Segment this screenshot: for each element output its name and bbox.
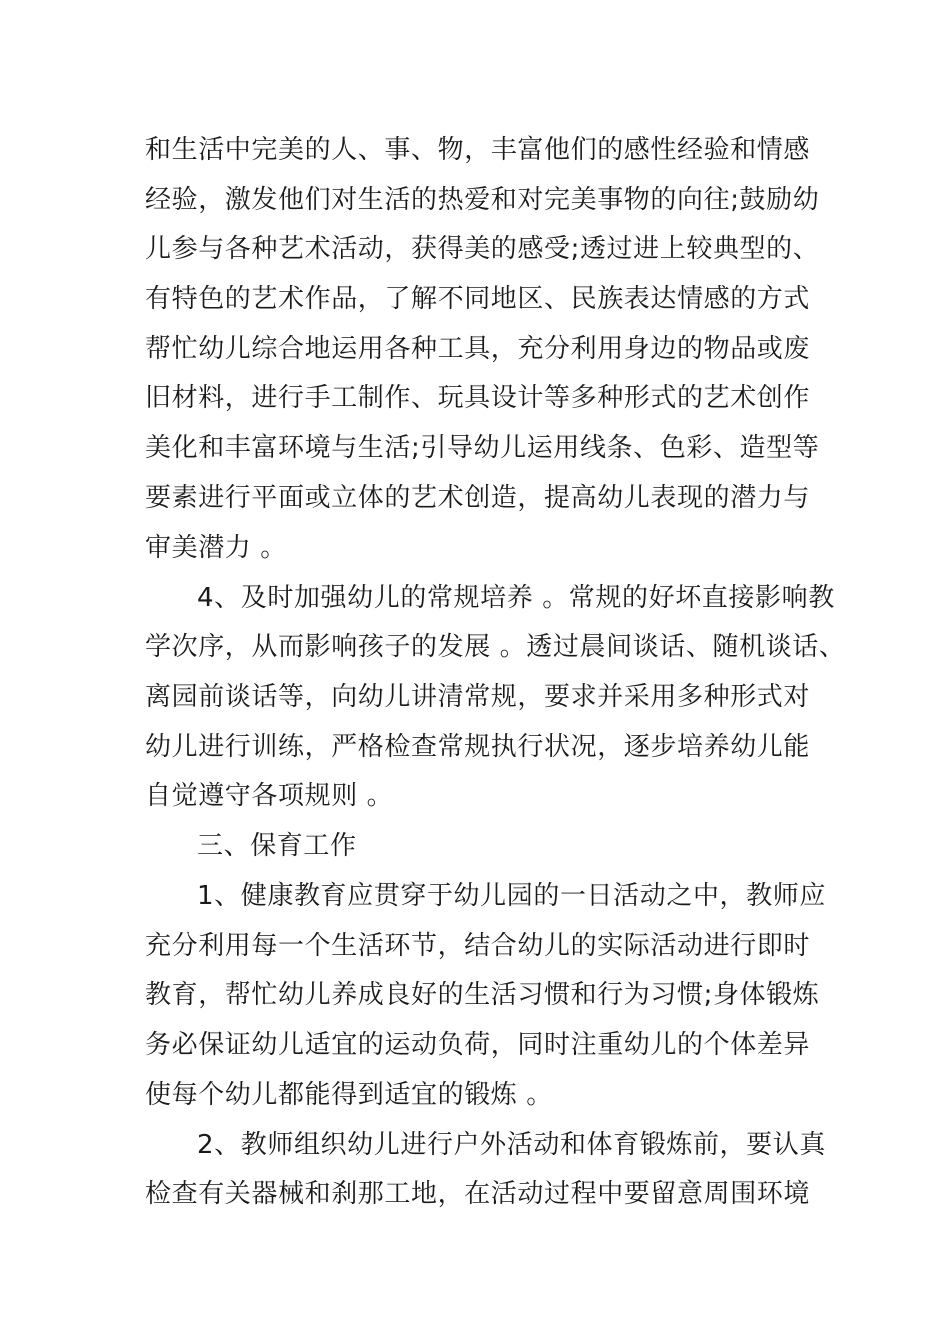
text-line: 务必保证幼儿适宜的运动负荷，同时注重幼儿的个体差异 [145, 1030, 811, 1060]
section-heading: 三、保育工作 [197, 831, 357, 861]
text-line: 儿参与各种艺术活动，获得美的感受;透过进上较典型的、 [145, 234, 820, 264]
text-line: 要素进行平面或立体的艺术创造，提高幼儿表现的潜力与 [145, 483, 811, 513]
text-line: 美化和丰富环境与生活;引导幼儿运用线条、色彩、造型等 [145, 433, 820, 463]
text-line: 经验，激发他们对生活的热爱和对完美事物的向往;鼓励幼 [145, 185, 820, 215]
paragraph-start-line: 4、及时加强幼儿的常规培养 。常规的好坏直接影响教 [197, 583, 835, 613]
text-line: 审美潜力 。 [145, 533, 287, 563]
text-line: 帮忙幼儿综合地运用各种工具，充分利用身边的物品或废 [145, 334, 811, 364]
paragraph-start-line: 2、教师组织幼儿进行户外活动和体育锻炼前，要认真 [197, 1130, 826, 1160]
text-line: 学次序，从而影响孩子的发展 。透过晨间谈话、随机谈话、 [145, 632, 846, 662]
text-line: 和生活中完美的人、事、物，丰富他们的感性经验和情感 [145, 135, 811, 165]
text-line: 教育，帮忙幼儿养成良好的生活习惯和行为习惯;身体锻炼 [145, 980, 820, 1010]
text-line: 检查有关器械和刹那工地，在活动过程中要留意周围环境 [145, 1179, 811, 1209]
text-line: 使每个幼儿都能得到适宜的锻炼 。 [145, 1080, 553, 1110]
text-line: 离园前谈话等，向幼儿讲清常规，要求并采用多种形式对 [145, 682, 811, 712]
paragraph-start-line: 1、健康教育应贯穿于幼儿园的一日活动之中，教师应 [197, 881, 826, 911]
text-line: 充分利用每一个生活环节，结合幼儿的实际活动进行即时 [145, 931, 811, 961]
text-line: 旧材料，进行手工制作、玩具设计等多种形式的艺术创作 [145, 383, 811, 413]
text-line: 有特色的艺术作品，了解不同地区、民族表达情感的方式 [145, 284, 811, 314]
text-line: 自觉遵守各项规则 。 [145, 781, 394, 811]
text-line: 幼儿进行训练，严格检查常规执行状况，逐步培养幼儿能 [145, 732, 811, 762]
